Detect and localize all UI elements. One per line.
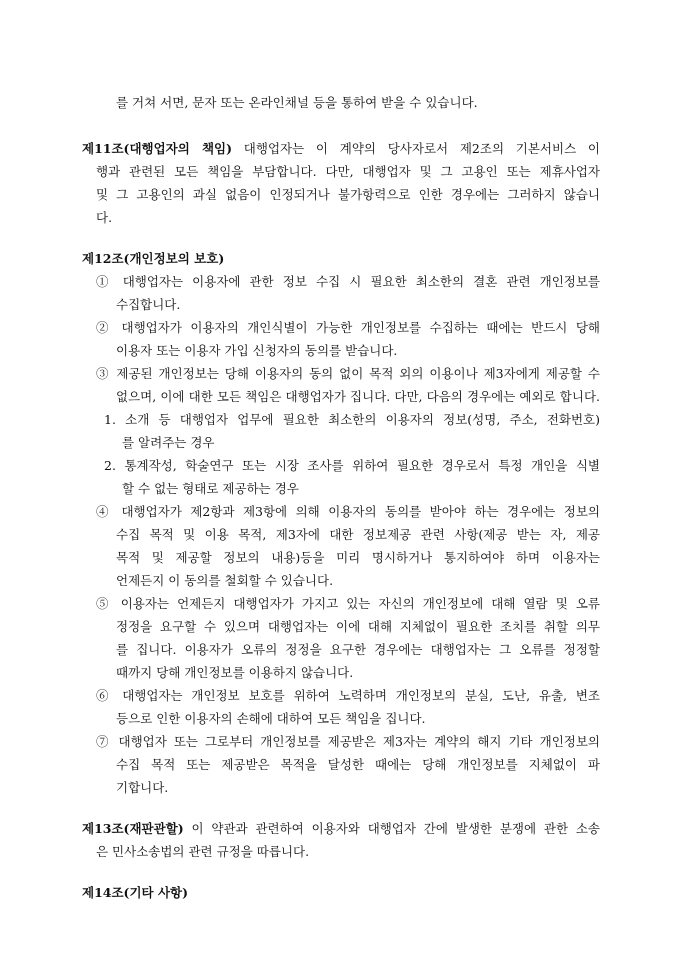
article-12-item-5: ⑤ 이용자는 언제든지 대행업자가 가지고 있는 자신의 개인정보에 대해 열람 및 오류	[96, 596, 600, 611]
article-12-line: 할 수 없는 형태로 제공하는 경우	[122, 481, 299, 496]
article-12-item-4: ④ 대행업자가 제2항과 제3항에 의해 이용자의 동의를 받아야 하는 경우에는 정보의	[96, 504, 600, 519]
article-12-item-2: ② 대행업자가 이용자의 개인식별이 가능한 개인정보를 수집하는 때에는 반드시 당해	[96, 320, 600, 335]
article-12-line: 없으며, 이에 대한 모든 책임은 대행업자가 집니다. 다만, 다음의 경우에는 예외로 합니다.	[116, 389, 600, 404]
article-12-line: 등으로 인한 이용자의 손해에 대하여 모든 책임을 집니다.	[116, 711, 426, 726]
article-12-heading: 제12조(개인정보의 보호)	[82, 251, 225, 266]
article-12-line: 때까지 당해 개인정보를 이용하지 않습니다.	[116, 665, 354, 680]
article-12-subitem-1: 1. 소개 등 대행업자 업무에 필요한 최소한의 이용자의 정보(성명, 주소, 전화번호)	[104, 412, 600, 427]
article-11-line: 및 그 고용인의 과실 없음이 인정되거나 불가항력으로 인한 경우에는 그러하지 않습니	[96, 187, 600, 202]
intro-line: 를 거쳐 서면, 문자 또는 온라인채널 등을 통하여 받을 수 있습니다.	[116, 95, 478, 110]
article-12-line: 정정을 요구할 수 있으며 대행업자는 이에 대해 지체없이 필요한 조치를 취할 의무	[116, 619, 600, 634]
article-12-line: 언제든지 이 동의를 철회할 수 있습니다.	[116, 573, 334, 588]
article-13-text: 이 약관과 관련하여 이용자와 대행업자 간에 발생한 분쟁에 관한 소송	[191, 821, 600, 836]
article-13-first-line	[82, 820, 600, 838]
article-12-item-1: ① 대행업자는 이용자에 관한 정보 수집 시 필요한 최소한의 결혼 관련 개인정보를	[96, 274, 600, 289]
article-12-line: 를 알려주는 경우	[122, 435, 215, 450]
article-12-line: 이용자 또는 이용자 가입 신청자의 동의를 받습니다.	[116, 343, 398, 358]
article-12-line: 수집합니다.	[116, 297, 181, 312]
article-12-item-3: ③ 제공된 개인정보는 당해 이용자의 동의 없이 목적 외의 이용이나 제3자에게 제공할 수	[96, 366, 600, 381]
article-11-heading: 제11조(대행업자의 책임)	[82, 141, 233, 156]
article-12-item-7: ⑦ 대행업자 또는 그로부터 개인정보를 제공받은 제3자는 계약의 해지 기타 개인정보의	[96, 734, 600, 749]
article-11-first-line	[82, 140, 600, 158]
article-11-line: 행과 관련된 모든 책임을 부담합니다. 다만, 대행업자 및 그 고용인 또는 제휴사업자	[96, 164, 600, 179]
article-12-line: 목적 및 제공할 정보의 내용)등을 미리 명시하거나 통지하여야 하며 이용자는	[116, 550, 600, 565]
article-12-line: 수집 목적 또는 제공받은 목적을 달성한 때에는 당해 개인정보를 지체없이 파	[116, 757, 600, 772]
article-12-line: 를 집니다. 이용자가 오류의 정정을 요구한 경우에는 대행업자는 그 오류를 정정할	[116, 642, 600, 657]
article-14-heading: 제14조(기타 사항)	[82, 885, 189, 900]
article-11-text: 대행업자는 이 계약의 당사자로서 제2조의 기본서비스 이	[243, 141, 600, 156]
article-11-line: 다.	[96, 210, 113, 225]
article-12-line: 기합니다.	[116, 780, 169, 795]
article-13-heading: 제13조(재판관할)	[82, 821, 184, 836]
article-12-line: 수집 목적 및 이용 목적, 제3자에 대한 정보제공 관련 사항(제공 받는 자, 제공	[116, 527, 600, 542]
article-13-line: 은 민사소송법의 관련 규정을 따릅니다.	[96, 844, 310, 859]
article-12-item-6: ⑥ 대행업자는 개인정보 보호를 위하여 노력하며 개인정보의 분실, 도난, 유출, 변조	[96, 688, 600, 703]
article-12-subitem-2: 2. 통계작성, 학술연구 또는 시장 조사를 위하여 필요한 경우로서 특정 개인을 식별	[104, 458, 600, 473]
